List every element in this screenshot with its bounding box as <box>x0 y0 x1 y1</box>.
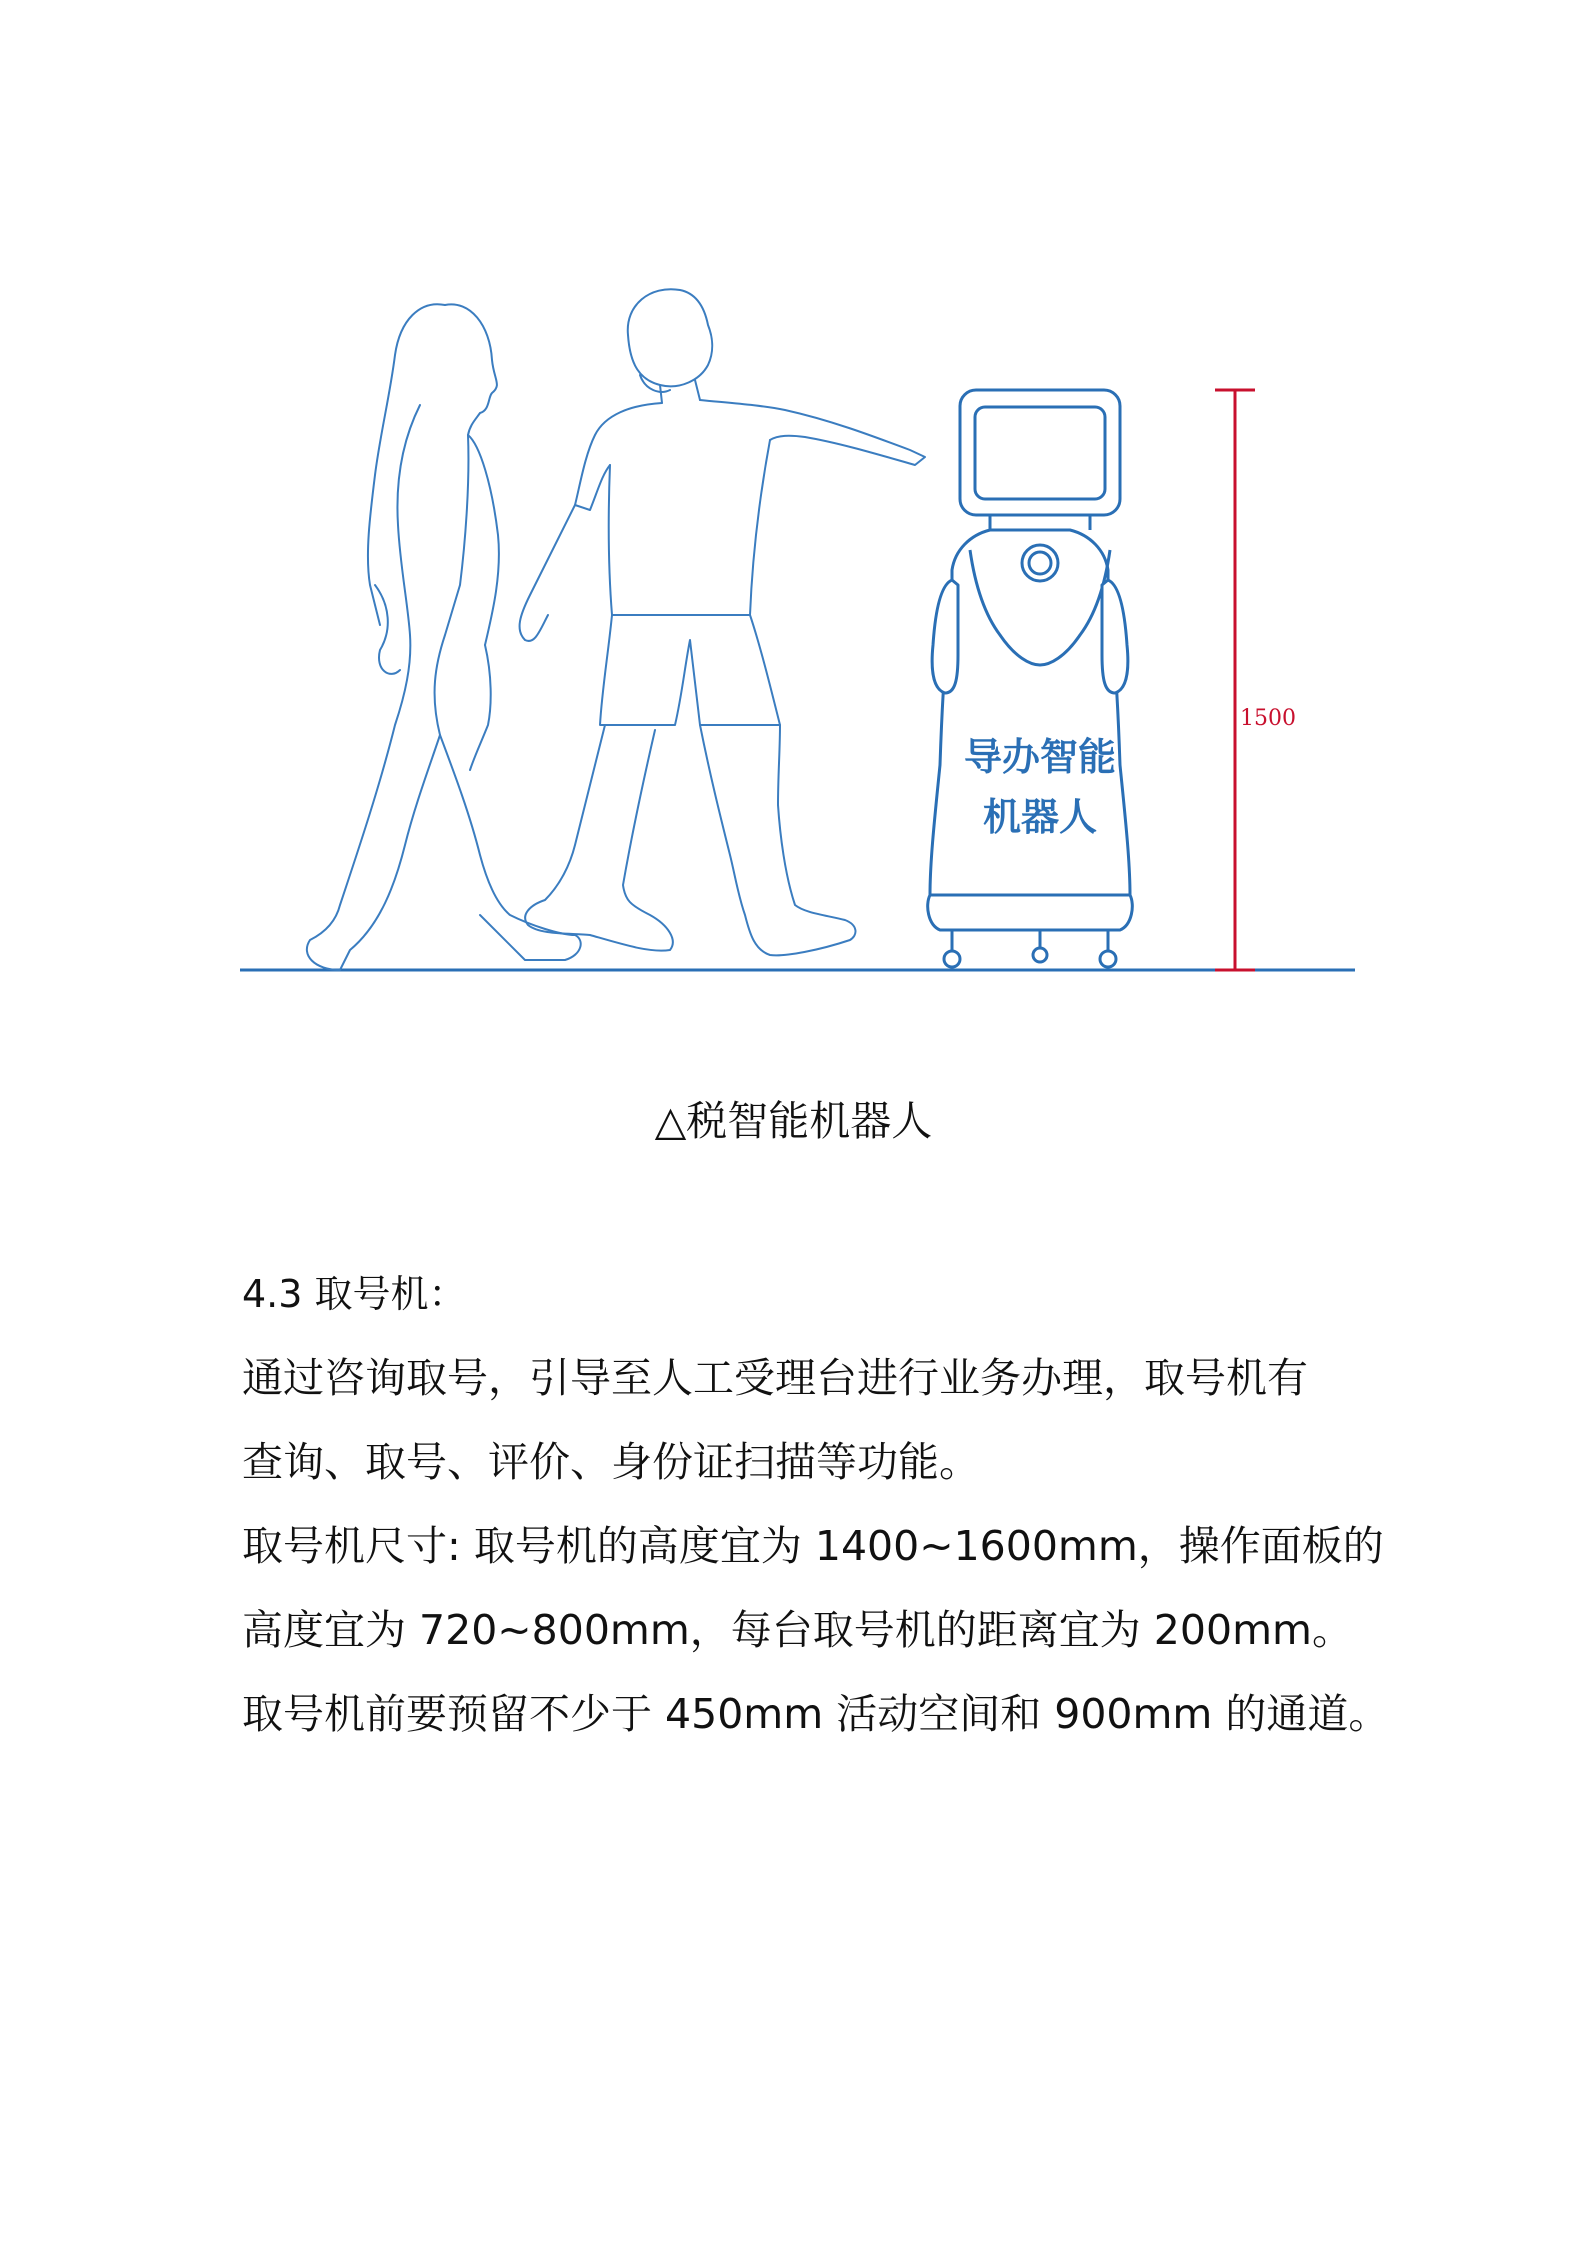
paragraph-line: 通过咨询取号，引导至人工受理台进行业务办理，取号机有 <box>242 1354 1308 1402</box>
robot-screen-frame <box>960 390 1120 515</box>
robot-left-arm <box>932 580 958 693</box>
robot-label-line2: 机器人 <box>982 795 1098 839</box>
paragraph-line: 取号机尺寸: 取号机的高度宜为 1400~1600mm，操作面板的 <box>242 1522 1384 1570</box>
robot-right-arm <box>1102 580 1128 693</box>
height-dimension <box>1215 390 1255 970</box>
robot-illustration <box>230 285 1375 1065</box>
figure-caption: △税智能机器人 <box>654 1097 933 1145</box>
section-heading: 4.3 取号机： <box>242 1272 467 1316</box>
paragraph-line: 高度宜为 720~800mm，每台取号机的距离宜为 200mm。 <box>242 1606 1353 1654</box>
woman-figure <box>307 304 581 970</box>
paragraph-line: 取号机前要预留不少于 450mm 活动空间和 900mm 的通道。 <box>242 1690 1390 1738</box>
section-body <box>242 1252 1390 1756</box>
man-figure <box>520 289 925 955</box>
paragraph-line: 查询、取号、评价、身份证扫描等功能。 <box>242 1438 980 1486</box>
robot-base <box>928 895 1133 930</box>
robot-figure <box>928 390 1133 967</box>
robot-label-line1: 导办智能 <box>963 735 1117 779</box>
robot-body <box>930 530 1130 895</box>
height-dimension-label: 1500 <box>1240 706 1296 731</box>
